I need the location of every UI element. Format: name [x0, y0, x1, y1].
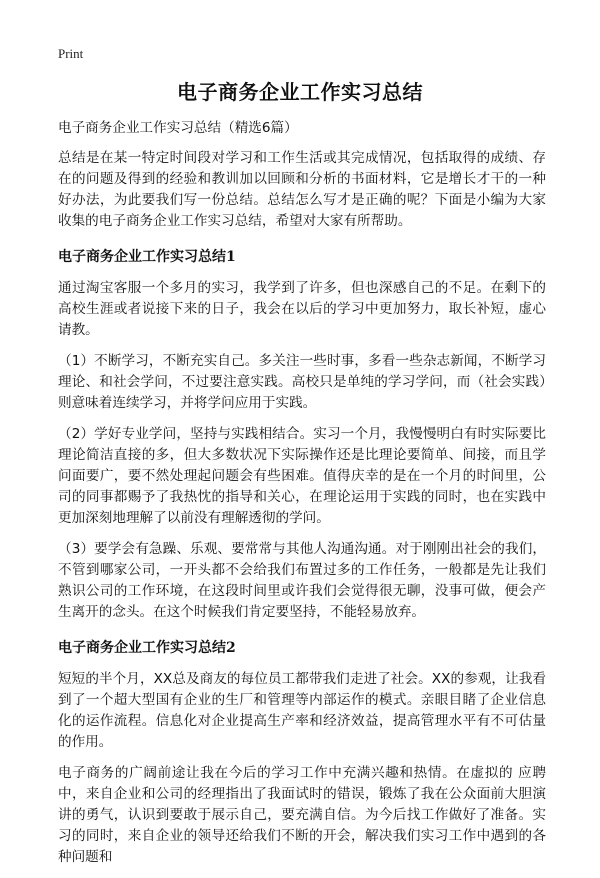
section-2-paragraph-1: 短短的半个月，XX总及商友的每位员工都带我们走进了社会。XX的参观，让我看到了一个超大型国有企业的生厂和管理等内部运作的模式。亲眼目睹了企业信息化的运作流程。信息化对企业提高生产率和经济效益，提高管理水平有不可估量的作用。 — [58, 671, 546, 750]
section-1-paragraph-2: （1）不断学习，不断充实自己。多关注一些时事，多看一些杂志新闻，不断学习理论、和社会学问，不过要注意实践。高校只是单纯的学习学问，而（社会实践）则意味着连续学习，并将学问应用于实践。 — [58, 353, 546, 411]
section-2-heading: 电子商务企业工作实习总结2 — [58, 640, 236, 656]
intro-paragraph: 总结是在某一特定时间段对学习和工作生活或其完成情况，包括取得的成绩、存在的问题及得到的经验和教训加以回顾和分析的书面材料，它是增长才干的一种好办法，为此要我们写一份总结。总结怎么写才是正确的呢？下面是小编为大家收集的电子商务企业工作实习总结，希望对大家有所帮助。 — [58, 150, 546, 229]
section-1-paragraph-1: 通过淘宝客服一个多月的实习，我学到了许多，但也深感自己的不足。在剩下的高校生涯或者说接下来的日子，我会在以后的学习中更加努力，取长补短，虚心请教。 — [58, 280, 546, 338]
page-title: 电子商务企业工作实习总结 — [177, 80, 423, 104]
section-1-paragraph-4: （3）要学会有急躁、乐观、要常常与其他人沟通沟通。对于刚刚出社会的我们，不管到哪家公司，一开头都不会给我们布置过多的工作任务，一般都是先让我们熟识公司的工作环境，在这段时间里或许我们会觉得很无聊，没事可做，便会产生离开的念头。在这个时候我们肯定要坚持，不能轻易放弃。 — [58, 541, 546, 620]
subtitle: 电子商务企业工作实习总结（精选6篇） — [58, 120, 298, 136]
document-body — [58, 118, 546, 878]
print-link[interactable]: Print — [58, 46, 84, 61]
section-1-heading: 电子商务企业工作实习总结1 — [58, 249, 236, 265]
section-1-paragraph-3: （2）学好专业学问，坚持与实践相结合。实习一个月，我慢慢明白有时实际要比理论简洁直接的多，但大多数状况下实际操作还是比理论要简单、间接，而且学问面要广，要不然处理起问题会有些困难。值得庆幸的是在一个月的时间里，公司的同事都赐予了我热忱的指导和关心，在理论运用于实践的同时，也在实践中更加深刻地理解了以前没有理解透彻的学问。 — [58, 426, 546, 526]
section-2-paragraph-2: 电子商务的广阔前途让我在今后的学习工作中充满兴趣和热情。在虚拟的 应聘中，来自企业和公司的经理指出了我面试时的错误，锻炼了我在公众面前大胆演讲的勇气，认识到要敢于展示自己，要充满自信。为今后找工作做好了准备。实习的同时，来自企业的领导还给我们不断的开会，解决我们实习工作中遇到的各种问题和 — [58, 765, 546, 865]
